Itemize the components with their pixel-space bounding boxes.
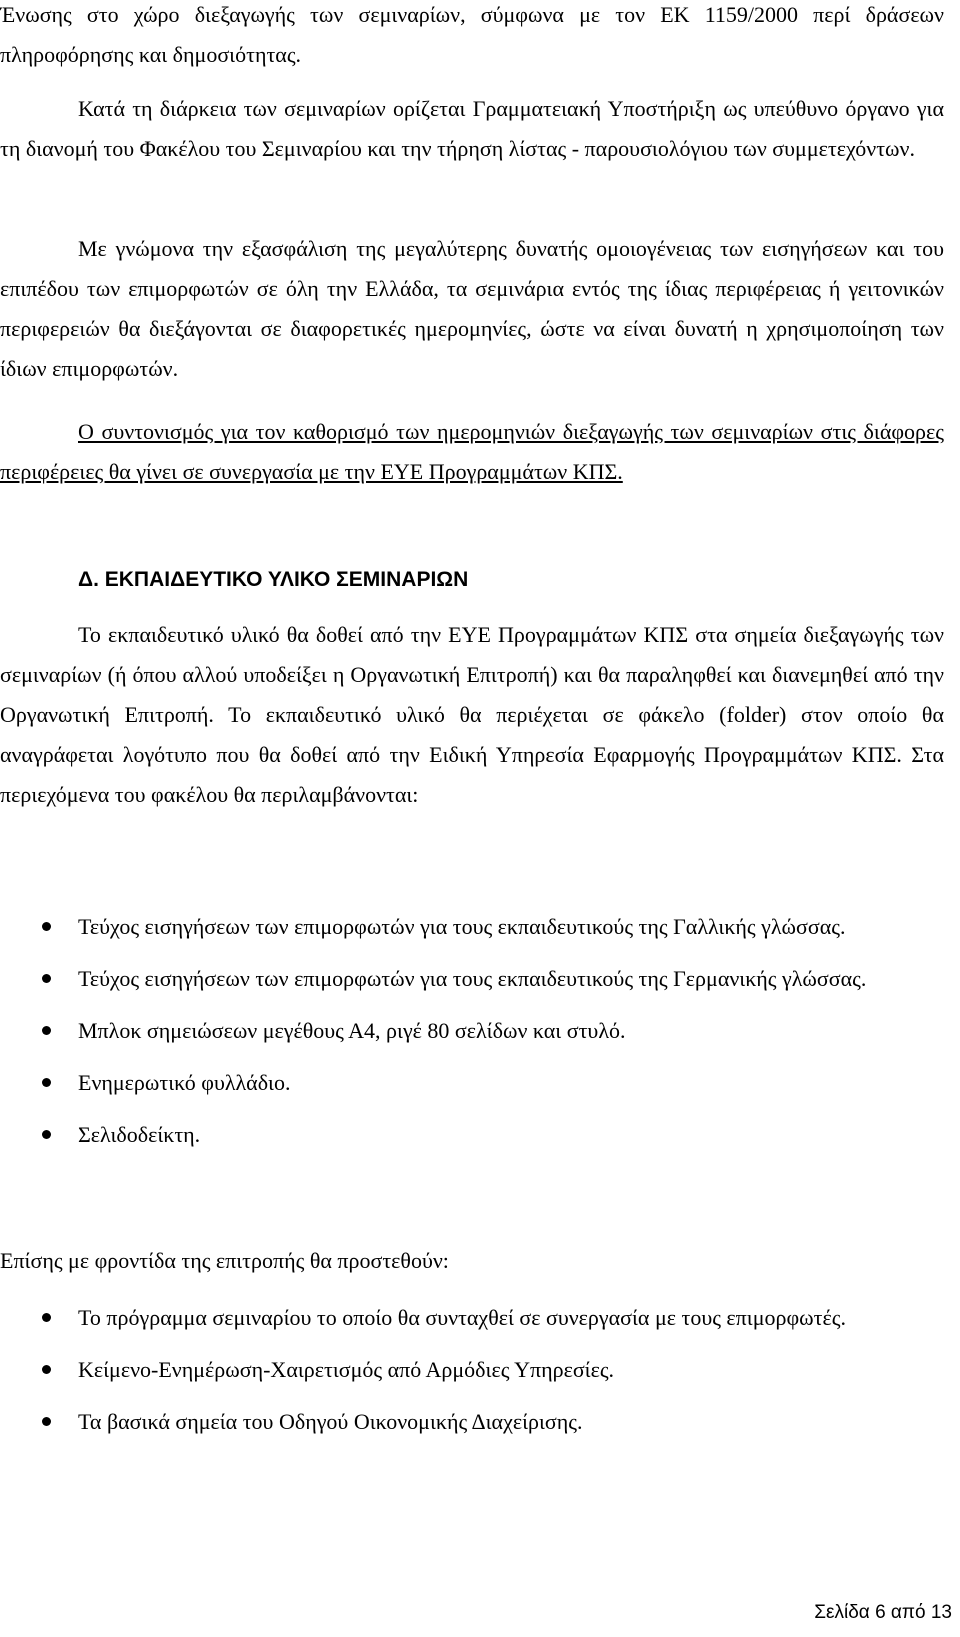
section-heading: Δ. ΕΚΠΑΙΔΕΥΤΙΚΟ ΥΛΙΚΟ ΣΕΜΙΝΑΡΙΩΝ	[78, 568, 469, 591]
bullet-icon	[42, 1417, 51, 1426]
list-item-text: Κείμενο-Ενημέρωση-Χαιρετισμός από Αρμόδιες Υπηρεσίες.	[78, 1357, 615, 1382]
paragraph-secretariat	[0, 89, 952, 169]
paragraph-text: Επίσης με φροντίδα της επιτροπής θα προστεθούν:	[0, 1248, 449, 1273]
paragraph-content: Ο συντονισμός για τον καθορισμό των ημερομηνιών διεξαγωγής των σεμιναρίων στις διάφορες περιφέρειες θα γίνει σε συνεργασία με την ΕΥΕ Προγραμμάτων ΚΠΣ.	[0, 419, 944, 484]
page-number: Σελίδα 6 από 13	[814, 1602, 952, 1623]
list-item	[0, 1011, 952, 1051]
list-item-text: Μπλοκ σημειώσεων μεγέθους Α4, ριγέ 80 σελίδων και στυλό.	[78, 1018, 626, 1043]
bullet-icon	[42, 922, 51, 931]
list-item-text: Ενημερωτικό φυλλάδιο.	[78, 1070, 291, 1095]
list-item	[0, 1115, 952, 1155]
bullet-icon	[42, 1026, 51, 1035]
bullet-icon	[42, 1365, 51, 1374]
bullet-icon	[42, 1313, 51, 1322]
folder-contents-list	[0, 907, 952, 1155]
list-item	[0, 907, 952, 947]
paragraph-text	[0, 89, 952, 169]
paragraph-content: Το εκπαιδευτικό υλικό θα δοθεί από την ΕΥΕ Προγραμμάτων ΚΠΣ στα σημεία διεξαγωγής των σεμιναρίων (ή όπου αλλού υποδείξει η Οργανωτική Επιτροπή) και θα παραληφθεί και διανεμηθεί από την Οργανωτική Επιτροπή. Το εκπαιδευτικό υλικό θα περιέχεται σε φάκελο (folder) στον οποίο θα αναγράφεται λογότυπο που θα δοθεί από την Ειδική Υπηρεσία Εφαρμογής Προγραμμάτων ΚΠΣ. Στα περιεχόμενα του φακέλου θα περιλαμβάνονται:	[0, 622, 944, 807]
list-item-text: Σελιδοδείκτη.	[78, 1122, 201, 1147]
paragraph-content: Με γνώμονα την εξασφάλιση της μεγαλύτερης δυνατής ομοιογένειας των εισηγήσεων και του επιπέδου των επιμορφωτών σε όλη την Ελλάδα, τα σεμινάρια εντός της ίδιας περιφέρειας ή γειτονικών περιφερειών θα διεξάγονται σε διαφορετικές ημερομηνίες, ώστε να είναι δυνατή η χρησιμοποίηση των ίδιων επιμορφωτών.	[0, 236, 944, 381]
list-item-text: Τεύχος εισηγήσεων των επιμορφωτών για τους εκπαιδευτικούς της Γερμανικής γλώσσας.	[78, 966, 867, 991]
list-item-text: Τεύχος εισηγήσεων των επιμορφωτών για τους εκπαιδευτικούς της Γαλλικής γλώσσας.	[78, 914, 846, 939]
paragraph-additions	[0, 1241, 952, 1281]
paragraph-homogeneity	[0, 229, 952, 389]
list-item	[0, 1298, 952, 1338]
list-item	[0, 1350, 952, 1390]
list-item	[0, 1063, 952, 1103]
bullet-icon	[42, 974, 51, 983]
list-item-text: Το πρόγραμμα σεμιναρίου το οποίο θα συνταχθεί σε συνεργασία με τους επιμορφωτές.	[78, 1305, 846, 1330]
paragraph-text	[0, 229, 952, 389]
list-item-text: Τα βασικά σημεία του Οδηγού Οικονομικής Διαχείρισης.	[78, 1409, 583, 1434]
paragraph-text: Ένωσης στο χώρο διεξαγωγής των σεμιναρίων, σύμφωνα με τον ΕΚ 1159/2000 περί δράσεων πληροφόρησης και δημοσιότητας.	[0, 2, 944, 67]
paragraph-publicity	[0, 0, 952, 75]
list-item	[0, 959, 952, 999]
paragraph-coordination	[0, 412, 952, 492]
bullet-icon	[42, 1078, 51, 1087]
paragraph-text	[0, 615, 952, 815]
list-item	[0, 1402, 952, 1442]
paragraph-material	[0, 615, 952, 815]
paragraph-text	[0, 412, 952, 492]
bullet-icon	[42, 1130, 51, 1139]
paragraph-content: Κατά τη διάρκεια των σεμιναρίων ορίζεται Γραμματειακή Υποστήριξη ως υπεύθυνο όργανο για τη διανομή του Φακέλου του Σεμιναρίου και την τήρηση λίστας - παρουσιολόγιου των συμμετεχόντων.	[0, 96, 944, 161]
committee-additions-list	[0, 1298, 952, 1442]
